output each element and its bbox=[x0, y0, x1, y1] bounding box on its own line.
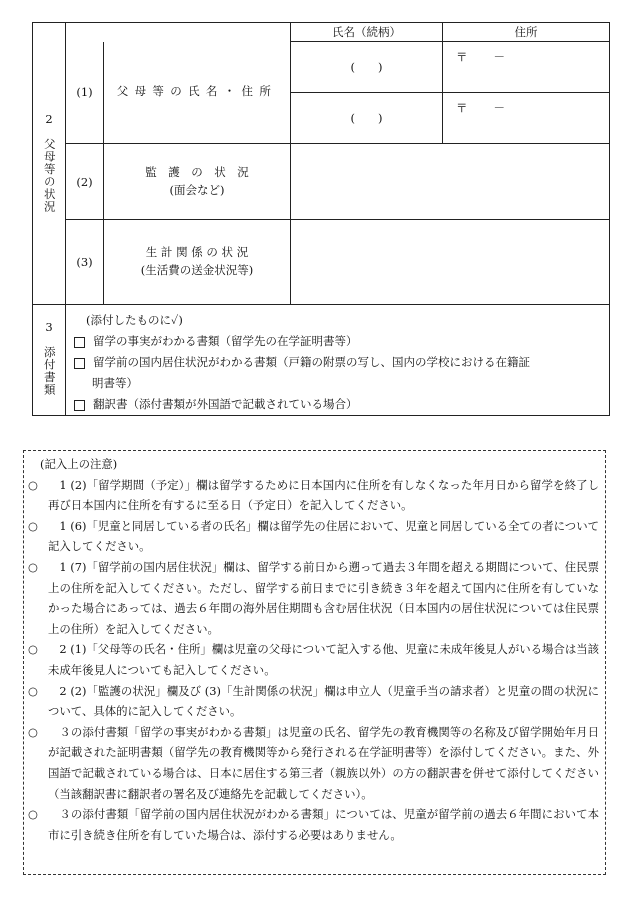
section3-label-cell bbox=[33, 305, 66, 416]
postal-dash: － bbox=[493, 50, 505, 64]
parent-2-address-field[interactable] bbox=[443, 93, 610, 144]
section2-number: 2 bbox=[45, 111, 53, 126]
circle-icon: ○ bbox=[28, 559, 38, 574]
note-item: ○ 1 (6)「児童と同居している者の氏名」欄は留学先の住居において、児童と同居している全ての者について記入してください。 bbox=[28, 516, 599, 557]
livelihood-row bbox=[33, 220, 610, 305]
notes-box bbox=[23, 450, 606, 875]
attachment-label: 留学の事実がわかる書類（留学先の在学証明書等） bbox=[93, 333, 358, 348]
section3-title: 添付書類 bbox=[42, 346, 57, 397]
row2-label-cell bbox=[104, 144, 291, 220]
row3-num: (3) bbox=[66, 220, 104, 305]
section2-title: 父母等の状況 bbox=[42, 137, 57, 213]
form-table bbox=[32, 22, 610, 416]
note-item: ○ 1 (7)「留学前の国内居住状況」欄は、留学する前日から遡って過去３年間を超える期間について、住民票上の住所を記入してください。ただし、留学する前日までに引き続き３年を超えて国内に住所を有していなかった場合にあっては、過去６年間の海外居住期間も含む居住状況（日本国内の居住状況については住民票上の住所）を記入してください。 bbox=[28, 557, 599, 639]
attachments-intro: (添付したものに✓) bbox=[86, 313, 183, 327]
section3-number: 3 bbox=[45, 320, 53, 335]
custody-row bbox=[33, 144, 610, 220]
circle-icon: ○ bbox=[28, 518, 38, 533]
header-blank bbox=[66, 23, 291, 42]
checkbox[interactable] bbox=[74, 358, 85, 369]
note-item: ○ 2 (2)「監護の状況」欄及び (3)「生計関係の状況」欄は申立人（児童手当の請求者）と児童の間の状況について、具体的に記入してください。 bbox=[28, 681, 599, 722]
row3-label-cell bbox=[104, 220, 291, 305]
row2-label: 監 護 の 状 況 bbox=[145, 164, 249, 179]
parent-1-relation: ( ) bbox=[350, 60, 383, 74]
row2-num: (2) bbox=[66, 144, 104, 220]
parent-2-relation: ( ) bbox=[350, 111, 383, 125]
postal-mark: 〒 bbox=[456, 50, 468, 64]
attachment-item bbox=[72, 394, 601, 415]
parent-1-name-field[interactable] bbox=[291, 42, 443, 93]
attachment-item bbox=[72, 331, 601, 352]
custody-field[interactable] bbox=[291, 144, 610, 220]
attachments-row bbox=[33, 305, 610, 416]
note-item: ○ 1 (2)「留学期間（予定）」欄は留学するために日本国内に住所を有しなくなった年月日から留学を終了し再び日本国内に住所を有するに至る日（予定日）を記入してください。 bbox=[28, 475, 599, 516]
circle-icon: ○ bbox=[28, 683, 38, 698]
checkbox[interactable] bbox=[74, 400, 85, 411]
attachments-cell bbox=[66, 305, 610, 416]
parent-2-name-field[interactable] bbox=[291, 93, 443, 144]
row1-label: 父母等の氏名・住所 bbox=[104, 42, 291, 144]
circle-icon: ○ bbox=[28, 724, 38, 739]
attachment-label-cont: 明書等） bbox=[92, 375, 138, 390]
attachment-label: 翻訳書（添付書類が外国語で記載されている場合） bbox=[93, 396, 358, 411]
attachment-item bbox=[72, 352, 601, 394]
parent-row-1 bbox=[33, 42, 610, 93]
postal-mark: 〒 bbox=[456, 101, 468, 115]
circle-icon: ○ bbox=[28, 807, 38, 822]
row1-num: (1) bbox=[66, 42, 104, 144]
row3-sublabel: (生活費の送金状況等) bbox=[140, 263, 254, 277]
postal-dash: － bbox=[493, 101, 505, 115]
note-item: ○ ３の添付書類「留学の事実がわかる書類」は児童の氏名、留学先の教育機関等の名称及び留学開始年月日が記載された証明書類（留学先の教育機関等から発行される在学証明書等）を添付してください。また、外国語で記載されている場合は、日本に居住する第三者（親族以外）の方の翻訳書を併せて添付してください（当該翻訳書に翻訳者の署名及び連絡先を記載してください）。 bbox=[28, 722, 599, 804]
circle-icon: ○ bbox=[28, 642, 38, 657]
row2-sublabel: (面会など) bbox=[169, 182, 225, 197]
row3-label: 生 計 関 係 の 状 況 bbox=[145, 245, 249, 260]
address-header: 住所 bbox=[443, 23, 610, 42]
section2-label-cell bbox=[33, 23, 66, 305]
circle-icon: ○ bbox=[28, 477, 38, 492]
checkbox[interactable] bbox=[74, 337, 85, 348]
note-item: ○ ３の添付書類「留学前の国内居住状況がわかる書類」については、児童が留学前の過去６年間において本市に引き続き住所を有していた場合は、添付する必要はありません。 bbox=[28, 804, 599, 845]
header-row bbox=[33, 23, 610, 42]
notes-title: (記入上の注意) bbox=[40, 457, 118, 471]
parent-1-address-field[interactable] bbox=[443, 42, 610, 93]
name-header: 氏名（続柄） bbox=[291, 23, 443, 42]
attachment-label: 留学前の国内居住状況がわかる書類（戸籍の附票の写し、国内の学校における在籍証 bbox=[93, 354, 530, 369]
note-item: ○ 2 (1)「父母等の氏名・住所」欄は児童の父母について記入する他、児童に未成年後見人がいる場合は当該未成年後見人についても記入してください。 bbox=[28, 639, 599, 680]
livelihood-field[interactable] bbox=[291, 220, 610, 305]
